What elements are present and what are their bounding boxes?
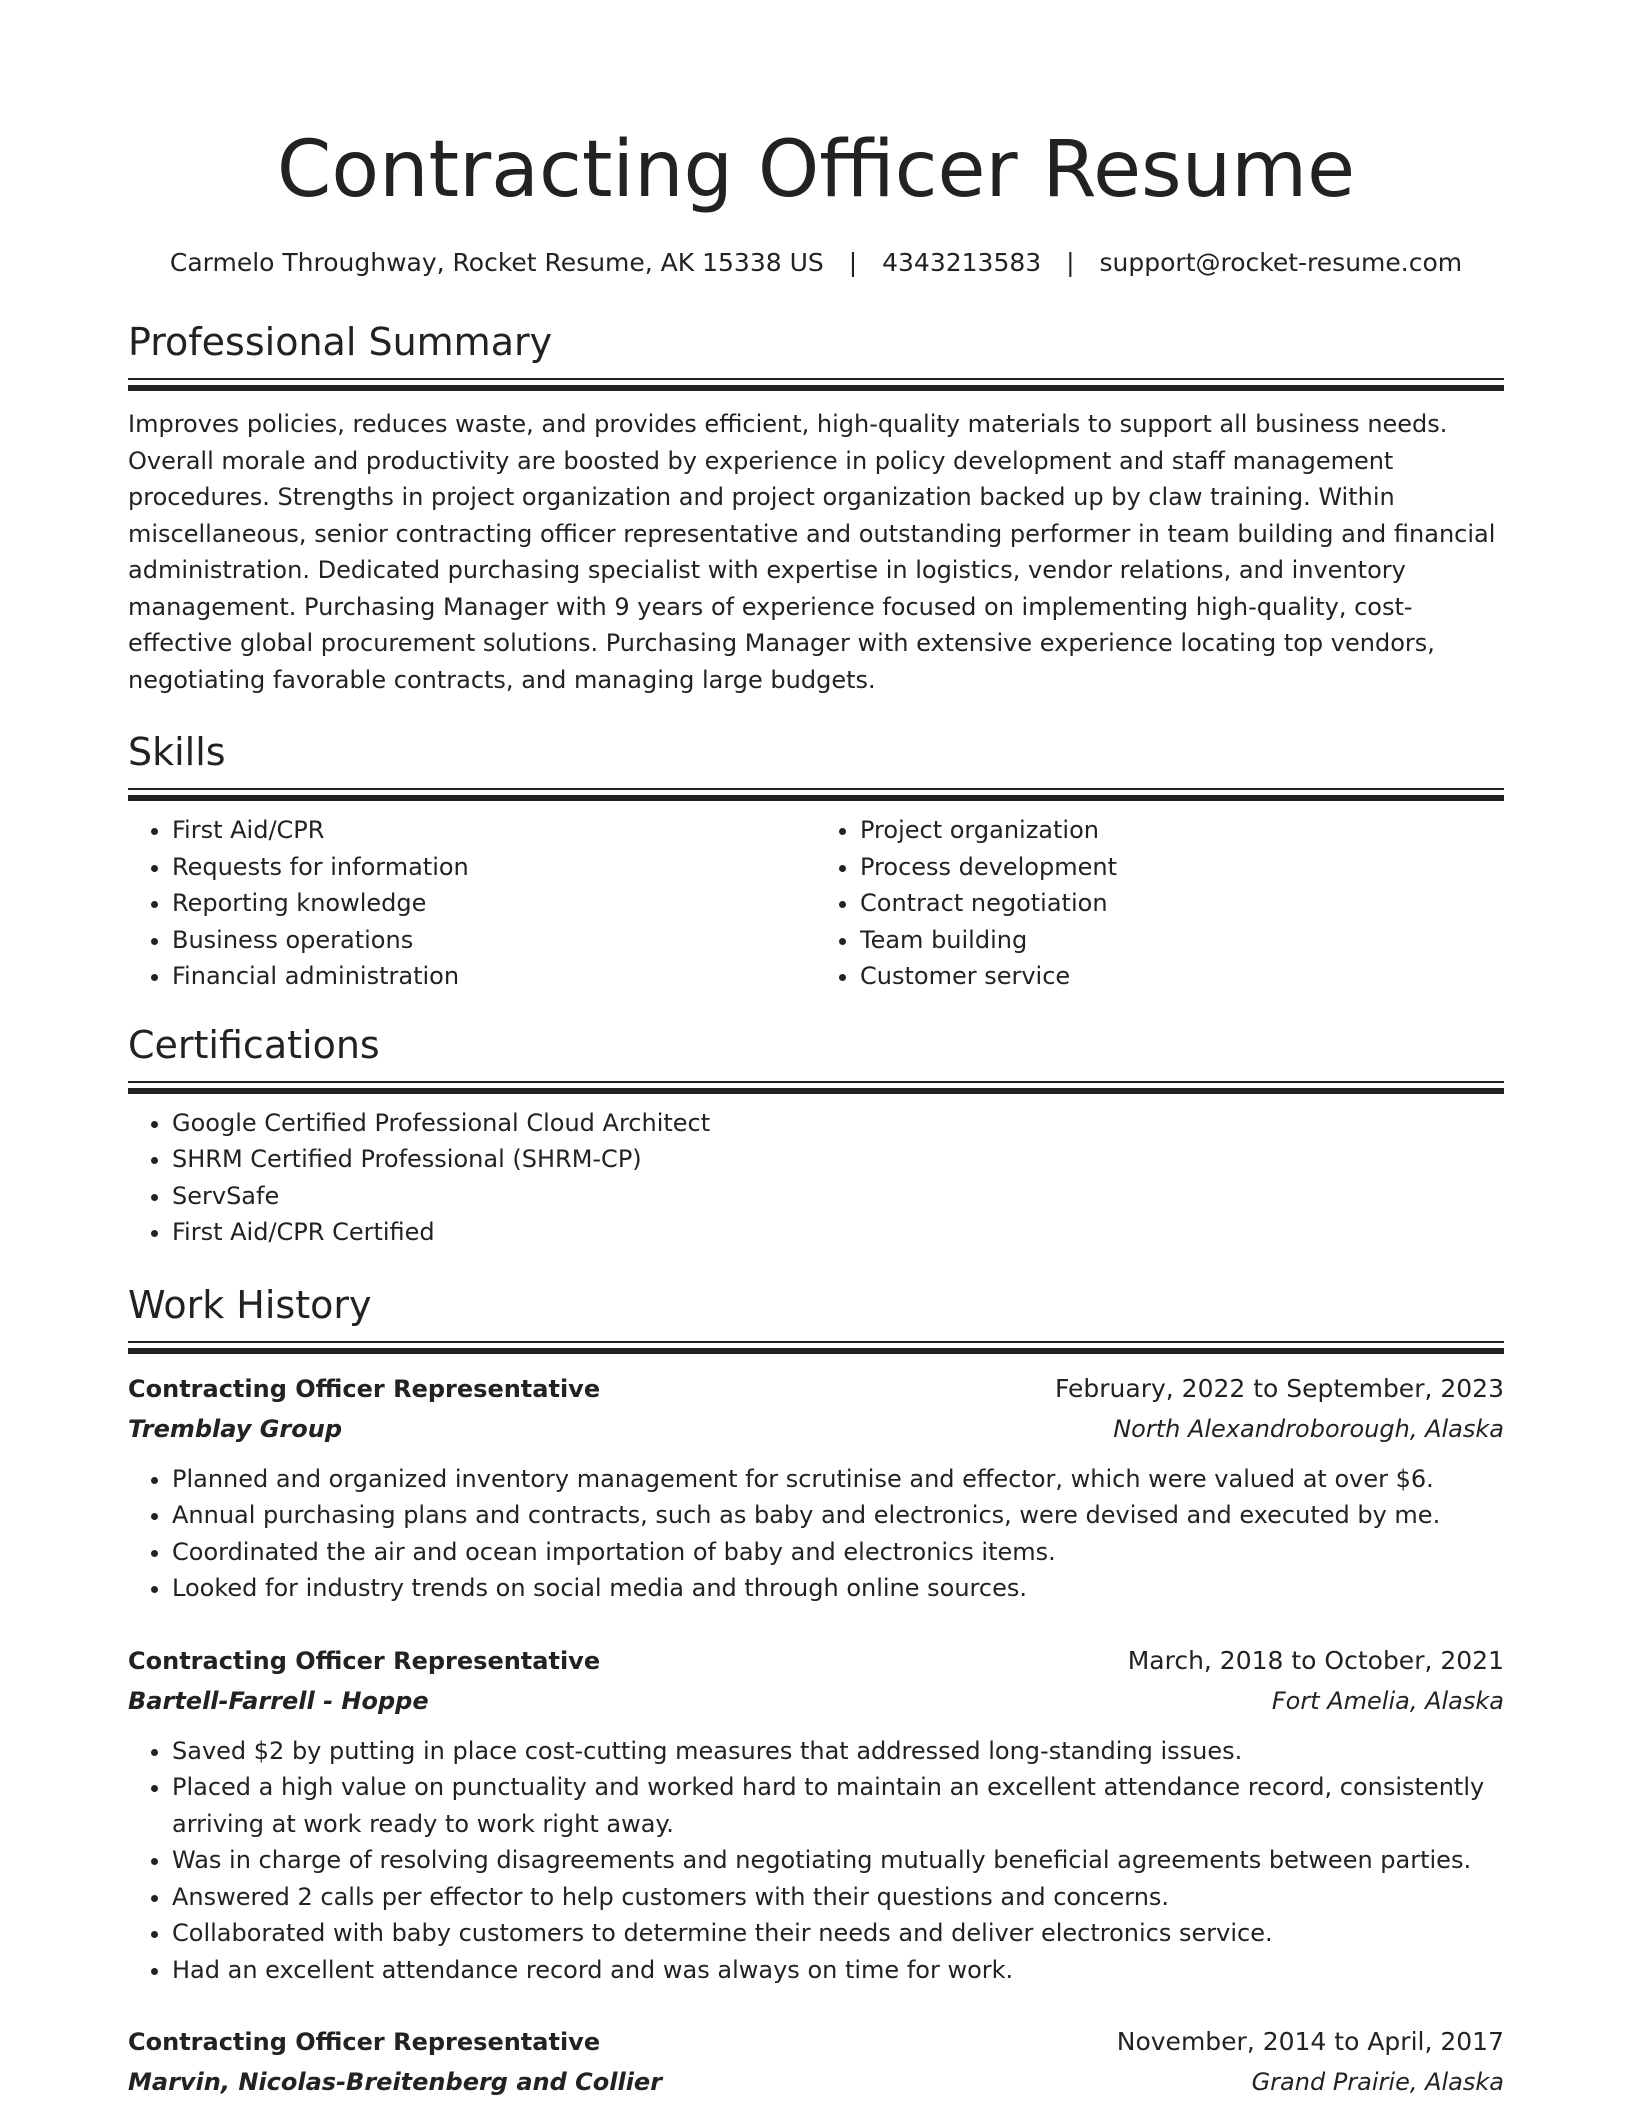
certifications-list [128,1105,1504,1251]
skills-columns [128,802,1504,995]
job-role: Contracting Officer Representative [128,1646,601,1675]
certification-item: • Google Certified Professional Cloud Architect [172,1105,1504,1142]
job-bullets [128,1733,1504,1989]
job-title-row [128,2022,1504,2062]
certification-item: • ServSafe [172,1178,1504,1215]
skills-section-header [128,728,1504,802]
contact-address: Carmelo Throughway, Rocket Resume, AK 15338 US [169,248,824,277]
skill-item: • Business operations [172,922,816,959]
summary-section-header [128,318,1504,392]
section-divider [128,788,1504,802]
skill-item: • Contract negotiation [860,885,1504,922]
job-bullet: • Had an excellent attendance record and was always on time for work. [172,1952,1504,1989]
section-divider [128,1341,1504,1355]
job-bullet: • Annual purchasing plans and contracts, such as baby and electronics, were devised and executed by me. [172,1497,1504,1534]
summary-heading: Professional Summary [128,320,553,364]
job-bullet: • Saved $2 by putting in place cost-cutting measures that addressed long-standing issues. [172,1733,1504,1770]
skill-item: • Financial administration [172,958,816,995]
job-location: Grand Prairie, Alaska [1251,2068,1504,2096]
work-section-header [128,1281,1504,1355]
job-entry [128,1369,1504,1607]
job-entry [128,1641,1504,1989]
work-heading: Work History [128,1282,372,1327]
skill-item: • Team building [860,922,1504,959]
job-bullet: • Was in charge of resolving disagreements and negotiating mutually beneficial agreements between parties. [172,1842,1504,1879]
skill-item: • Project organization [860,812,1504,849]
job-company-row [128,1681,1504,1721]
job-dates: February, 2022 to September, 2023 [1055,1373,1504,1403]
job-bullet: • Collaborated with baby customers to determine their needs and deliver electronics service. [172,1915,1504,1952]
job-dates: March, 2018 to October, 2021 [1127,1645,1504,1675]
contact-phone: 4343213583 [882,248,1042,277]
job-role: Contracting Officer Representative [128,1374,601,1403]
job-title-row [128,1369,1504,1409]
job-role: Contracting Officer Representative [128,2028,601,2056]
section-divider [128,378,1504,392]
job-bullet: • Looked for industry trends on social media and through online sources. [172,1570,1504,1607]
skills-list-left [128,812,816,995]
contact-separator: | [1066,248,1075,277]
skills-heading: Skills [128,730,226,774]
job-entry [128,2022,1504,2102]
section-divider [128,1081,1504,1095]
job-bullet: • Placed a high value on punctuality and worked hard to maintain an excellent attendance record, consistently arriving at work ready to work right away. [172,1769,1504,1842]
job-company-row [128,2062,1504,2102]
certification-item: • SHRM Certified Professional (SHRM-CP) [172,1141,1504,1178]
skill-item: • Process development [860,849,1504,886]
skill-item: • Reporting knowledge [172,885,816,922]
job-company: Marvin, Nicolas-Breitenberg and Collier [128,2068,663,2096]
job-bullets [128,1461,1504,1607]
job-location: Fort Amelia, Alaska [1271,1686,1504,1715]
skill-item: • Requests for information [172,849,816,886]
job-dates: November, 2014 to April, 2017 [1116,2027,1504,2056]
contact-separator: | [848,248,858,277]
job-location: North Alexandroborough, Alaska [1113,1414,1504,1443]
job-bullet: • Coordinated the air and ocean importation of baby and electronics items. [172,1534,1504,1571]
skill-item: • Customer service [860,958,1504,995]
skill-item: • First Aid/CPR [172,812,816,849]
page-title: Contracting Officer Resume [276,125,1356,215]
contact-line [128,246,1504,280]
certifications-heading: Certifications [128,1022,380,1067]
summary-text: Improves policies, reduces waste, and provides efficient, high-quality materials to support all business needs. Overall morale and productivity are boosted by experience in policy development and staff management procedures. Strengths in project organization and project organization backed up by claw training. Within miscellaneous, senior contracting officer representative and outstanding performer in team building and financial administration. Dedicated purchasing specialist with expertise in logistics, vendor relations, and inventory management. Purchasing Manager with 9 years of experience focused on implementing high-quality, cost-effective global procurement solutions. Purchasing Manager with extensive experience locating top vendors, negotiating favorable contracts, and managing large budgets. [128,410,1496,694]
certifications-section-header [128,1021,1504,1095]
job-title-row [128,1641,1504,1681]
job-bullet: • Planned and organized inventory management for scrutinise and effector, which were valued at over $6. [172,1461,1504,1498]
job-company: Tremblay Group [128,1414,343,1443]
job-bullet: • Answered 2 calls per effector to help customers with their questions and concerns. [172,1879,1504,1916]
certification-item: • First Aid/CPR Certified [172,1214,1504,1251]
contact-email: support@rocket-resume.com [1099,248,1463,277]
job-company: Bartell-Farrell - Hoppe [128,1686,429,1715]
job-company-row [128,1409,1504,1449]
skills-list-right [816,812,1504,995]
